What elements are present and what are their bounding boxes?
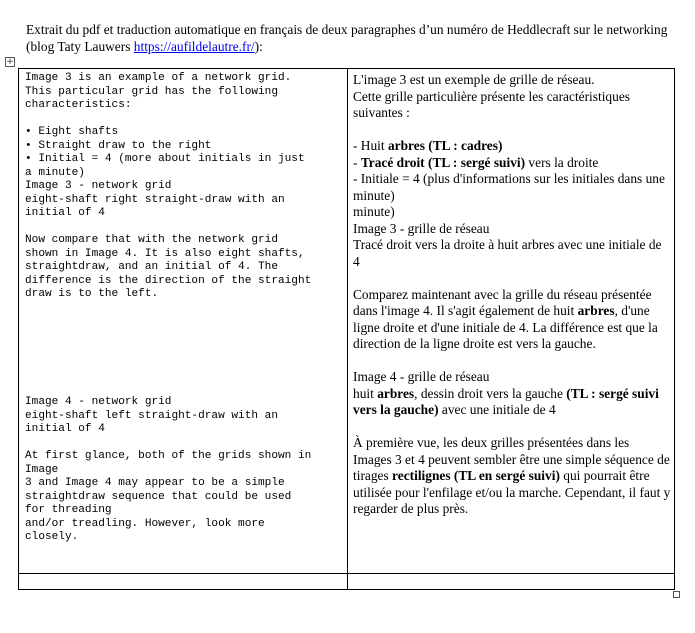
column-divider (347, 68, 348, 590)
en-line: straightdraw sequence that could be used (25, 490, 292, 503)
fr-bullet: - Tracé droit (TL : sergé suivi) vers la droite (353, 154, 599, 170)
en-line: At first glance, both of the grids shown in (25, 450, 312, 462)
move-icon[interactable]: + (6, 57, 14, 67)
en-line: characteristics: (25, 99, 132, 111)
resize-handle[interactable] (673, 591, 680, 598)
en-line: eight-shaft right straight-draw with an (25, 193, 285, 206)
en-line (25, 221, 343, 235)
en-line: for threading (25, 504, 112, 516)
en-line (25, 369, 343, 383)
en-line (25, 356, 343, 370)
fr-caption: Image 4 - grille de réseau (353, 369, 490, 384)
translation-table (18, 68, 675, 590)
en-line (25, 113, 343, 127)
en-line (25, 302, 343, 316)
english-column[interactable] (25, 72, 343, 545)
en-line: shown in Image 4. It is also eight shafts, (25, 247, 305, 260)
en-line: initial of 4 (25, 207, 105, 219)
fr-bullet: - Huit arbres (TL : cadres) (353, 138, 503, 153)
en-line: 3 and Image 4 may appear to be a simple (25, 477, 285, 489)
en-line (25, 342, 343, 356)
fr-caption: huit arbres, dessin droit vers la gauche (TL : sergé suivi vers la gauche) avec une initiale de 4 (353, 385, 659, 417)
intro-paragraph (26, 21, 686, 55)
en-line: straightdraw, and an initial of 4. The (25, 261, 278, 273)
en-line: eight-shaft left straight-draw with an (25, 409, 278, 422)
en-line: draw is to the left. (25, 288, 159, 300)
en-line: a minute) (25, 166, 85, 179)
fr-caption: Image 3 - grille de réseau (353, 220, 490, 236)
fr-bullet: - Initiale = 4 (plus d'informations sur les initiales dans une minute) (353, 171, 665, 203)
intro-text: Extrait du pdf et traduction automatique en français de deux paragraphes d’un numéro de Heddlecraft sur le networking (blog Taty Lauwers (26, 22, 668, 54)
en-line: Image 4 - network grid (25, 396, 172, 408)
french-column[interactable] (353, 72, 671, 518)
en-line: This particular grid has the following (25, 85, 278, 98)
fr-caption: Tracé droit vers la droite à huit arbres avec une initiale de 4 (353, 237, 662, 269)
en-line: and/or treadling. However, look more (25, 517, 265, 530)
en-line: Image 3 is an example of a network grid. (25, 72, 292, 84)
source-link[interactable]: https://aufildelautre.fr/ (133, 39, 255, 54)
en-line: • Eight shafts (25, 126, 119, 138)
en-line: • Initial = 4 (more about initials in just (25, 153, 305, 165)
en-line: Image 3 - network grid (25, 180, 172, 192)
en-line: Now compare that with the network grid (25, 234, 278, 246)
en-line (25, 329, 343, 343)
en-line (25, 383, 343, 397)
fr-paragraph: À première vue, les deux grilles présentées dans les Images 3 et 4 peuvent sembler être une simple séquence de tirages rectilignes (TL en sergé suivi) qui pourrait être utilisée pour l'enfilage et/ou la marche. Cependant, il faut y regarder de plus près. (353, 435, 671, 516)
intro-suffix: ): (254, 39, 263, 54)
en-line (25, 437, 343, 451)
en-line: closely. (25, 531, 79, 543)
en-line: • Straight draw to the right (25, 139, 212, 152)
fr-line: minute) (353, 204, 395, 219)
en-line: difference is the direction of the straight (25, 274, 312, 287)
en-line: Image (25, 463, 59, 476)
en-line: initial of 4 (25, 423, 105, 435)
fr-paragraph: Comparez maintenant avec la grille du réseau présentée dans l'image 4. Il s'agit également de huit arbres, d'une ligne droite et d'une initiale de 4. La différence est que la direction de la ligne droite est vers la gauche. (353, 286, 658, 351)
fr-line: Cette grille particulière présente les caractéristiques suivantes : (353, 88, 630, 120)
fr-line: L'image 3 est un exemple de grille de réseau. (353, 72, 595, 87)
en-line (25, 315, 343, 329)
